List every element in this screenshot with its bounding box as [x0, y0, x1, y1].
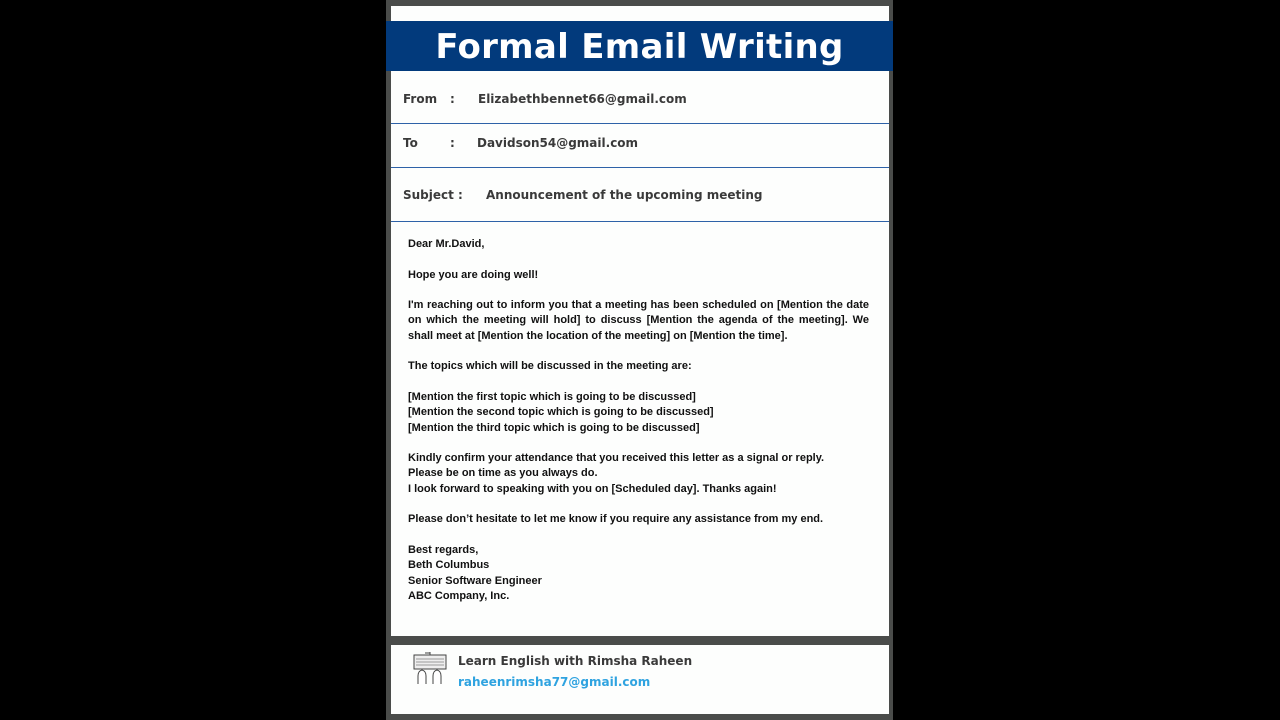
email-sheet — [391, 6, 889, 636]
signer-title: Senior Software Engineer — [408, 574, 542, 587]
from-value: Elizabethbennet66@gmail.com — [478, 92, 687, 106]
confirm-line: Kindly confirm your attendance that you received this letter as a signal or reply. — [408, 452, 825, 465]
signer-name: Beth Columbus — [408, 559, 490, 572]
document-panel — [386, 0, 893, 720]
from-separator: : — [450, 92, 455, 106]
assist-line: Please don’t hesitate to let me know if you require any assistance from my end. — [408, 513, 824, 526]
to-separator: : — [450, 136, 455, 150]
subject-separator: : — [458, 188, 463, 202]
from-row — [391, 71, 889, 124]
meeting-paragraph: I'm reaching out to inform you that a meeting has been scheduled on [Mention the date on which the meeting will hold] to discuss [Mention the agenda of the meeting]. We shall meet at [Mention the location of the meeting] on [Mention the time]. — [408, 299, 869, 342]
opening-line: Hope you are doing well! — [408, 268, 539, 281]
to-value: Davidson54@gmail.com — [477, 136, 639, 150]
signature-block — [408, 543, 869, 604]
topic-item: [Mention the second topic which is going to be discussed] — [408, 406, 714, 419]
to-label: To — [403, 136, 418, 150]
email-body — [408, 237, 869, 604]
topics-list — [408, 390, 869, 436]
subject-value: Announcement of the upcoming meeting — [486, 188, 763, 202]
greeting: Dear Mr.David, — [408, 238, 485, 250]
topics-intro: The topics which will be discussed in the meeting are: — [408, 360, 692, 373]
page-title: Formal Email Writing — [386, 21, 893, 71]
ontime-line: Please be on time as you always do. — [408, 467, 598, 480]
signer-company: ABC Company, Inc. — [408, 589, 510, 602]
forward-line: I look forward to speaking with you on [Scheduled day]. Thanks again! — [408, 482, 777, 495]
subject-label: Subject — [403, 188, 454, 202]
keyboard-hands-icon — [413, 651, 447, 685]
topic-item: [Mention the third topic which is going to be discussed] — [408, 421, 700, 434]
topic-item: [Mention the first topic which is going to be discussed] — [408, 390, 696, 403]
footer-card — [391, 645, 889, 714]
subject-row — [391, 168, 889, 222]
confirm-paragraph — [408, 451, 869, 497]
contact-email-link[interactable]: raheenrimsha77@gmail.com — [458, 675, 651, 689]
channel-name: Learn English with Rimsha Raheen — [458, 654, 693, 668]
from-label: From — [403, 92, 438, 106]
to-row — [391, 124, 889, 168]
closing: Best regards, — [408, 543, 479, 556]
